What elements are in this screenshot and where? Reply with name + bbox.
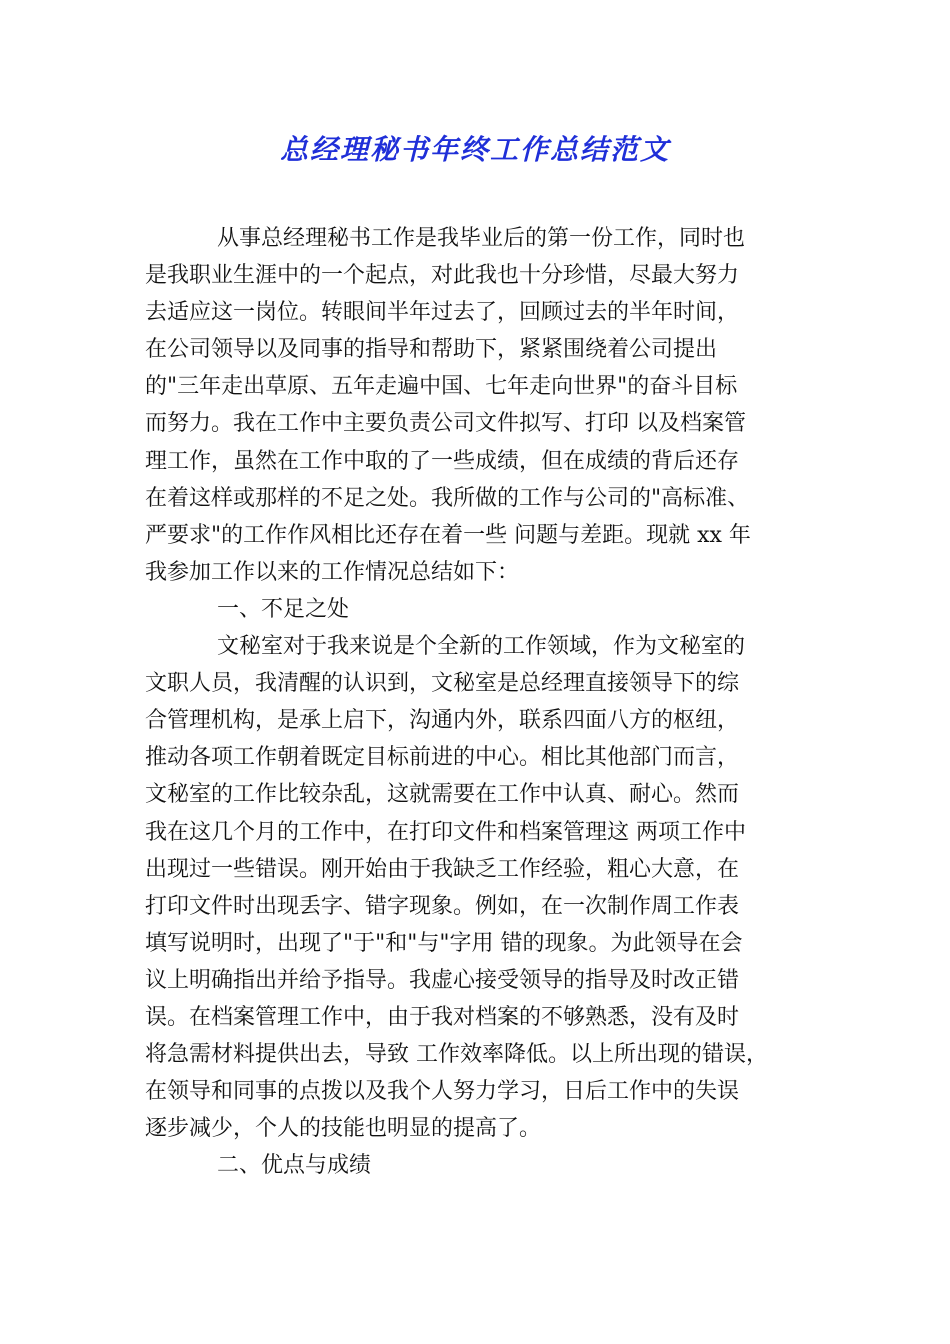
body-line: 二、优点与成绩 <box>217 1153 372 1179</box>
body-line: 从事总经理秘书工作是我毕业后的第一份工作，同时也 <box>217 226 746 251</box>
body-line: 文秘室的工作比较杂乱，这就需要在工作中认真、耐心。然而 <box>145 782 740 808</box>
body-line: 在着这样或那样的不足之处。我所做的工作与公司的"高标准、 <box>145 485 750 511</box>
body-line: 文职人员，我清醒的认识到，文秘室是总经理直接领导下的综 <box>145 671 740 697</box>
body-line: 合管理机构，是承上启下，沟通内外，联系四面八方的枢纽， <box>145 708 740 734</box>
body-line: 我在这几个月的工作中，在打印文件和档案管理这 两项工作中 <box>145 819 746 845</box>
body-line: 填写说明时，出现了"于"和"与"字用 错的现象。为此领导在会 <box>145 930 743 956</box>
body-line: 推动各项工作朝着既定目标前进的中心。相比其他部门而言， <box>145 745 740 771</box>
document-title: 总经理秘书年终工作总结范文 <box>279 133 670 166</box>
body-line: 的"三年走出草原、五年走遍中国、七年走向世界"的奋斗目标 <box>145 374 738 400</box>
body-line: 逐步减少，个人的技能也明显的提高了。 <box>145 1116 542 1142</box>
body-line: 出现过一些错误。刚开始由于我缺乏工作经验，粗心大意，在 <box>145 856 740 882</box>
body-line: 将急需材料提供出去，导致 工作效率降低。以上所出现的错误， <box>145 1042 768 1068</box>
body-line: 而努力。我在工作中主要负责公司文件拟写、打印 以及档案管 <box>145 411 746 437</box>
body-line: 理工作，虽然在工作中取的了一些成绩，但在成绩的背后还存 <box>145 448 740 474</box>
body-line: 严要求"的工作作风相比还存在着一些 问题与差距。现就 xx 年 <box>145 522 751 548</box>
body-line: 文秘室对于我来说是个全新的工作领域，作为文秘室的 <box>217 634 746 660</box>
body-line: 去适应这一岗位。转眼间半年过去了，回顾过去的半年时间， <box>145 300 740 326</box>
body-line: 我参加工作以来的工作情况总结如下： <box>145 559 520 585</box>
document-body <box>145 220 810 1184</box>
body-line: 在领导和同事的点拨以及我个人努力学习，日后工作中的失误 <box>145 1079 740 1105</box>
body-line: 误。在档案管理工作中，由于我对档案的不够熟悉，没有及时 <box>145 1004 740 1030</box>
body-line: 在公司领导以及同事的指导和帮助下，紧紧围绕着公司提出 <box>145 337 718 363</box>
body-line: 一、不足之处 <box>217 596 350 622</box>
body-line: 议上明确指出并给予指导。我虚心接受领导的指导及时改正错 <box>145 967 740 993</box>
body-line: 打印文件时出现丢字、错字现象。例如，在一次制作周工作表 <box>145 893 740 919</box>
body-line: 是我职业生涯中的一个起点，对此我也十分珍惜，尽最大努力 <box>145 263 740 289</box>
